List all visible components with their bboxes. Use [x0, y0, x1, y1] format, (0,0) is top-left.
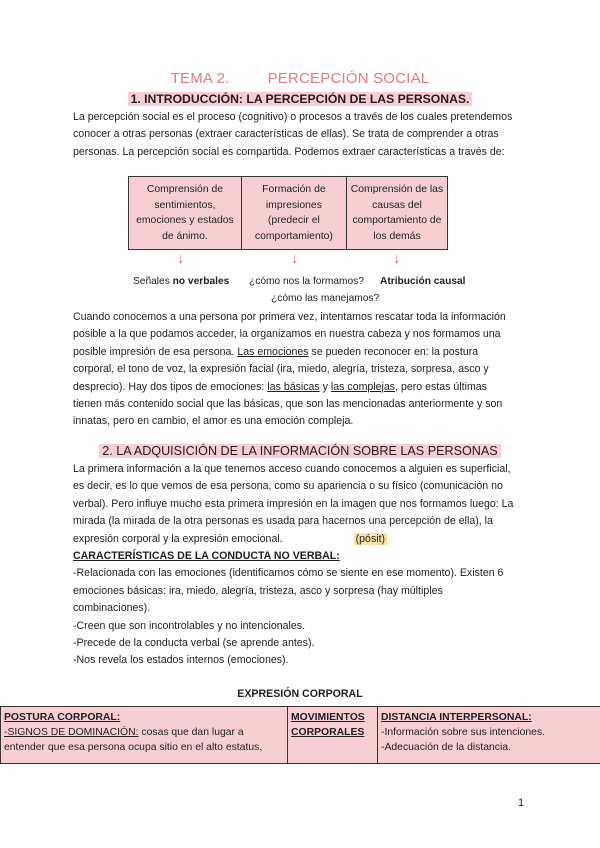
box-sentimientos: Comprensión de sentimientos, emociones y estados de ánimo. [129, 177, 242, 249]
section1-paragraph [73, 309, 533, 431]
text-line: entender que esa persona ocupa sitio en el alto estatus, [4, 742, 263, 753]
concept-boxes [128, 176, 448, 250]
page-title [0, 70, 600, 87]
cell-heading: DISTANCIA INTERPERSONAL: [381, 712, 532, 723]
text-span: expresión corporal y la expresión emocional. [73, 532, 283, 545]
text-line: es decir, es lo que vemos de esa persona, como su apariencia o su físico (comunicación no [73, 480, 503, 493]
cell-heading: POSTURA CORPORAL: [4, 712, 121, 723]
text-span: cosas que dan lugar a [138, 727, 244, 738]
text-span: desprecio). Hay dos tipos de emociones: [73, 380, 268, 393]
page-number: 1 [518, 797, 525, 809]
text-line: personas. La percepción social es compartida. Podemos extraer características a través de: [73, 145, 505, 158]
section2-heading: 2. LA ADQUISICIÓN DE LA INFORMACIÓN SOBRE LAS PERSONAS [99, 444, 500, 458]
label-no-verbales [133, 276, 229, 287]
cell-heading: MOVIMIENTOS [291, 712, 365, 723]
text-line: La primera información a la que tenemos acceso cuando conocemos a alguien es superficial, [73, 463, 511, 475]
text-span: posible impresión de esa persona. [73, 345, 238, 358]
text-line: emociones básicas: ira, miedo, alegría, tristeza, asco y sorpresa (hay múltiples [73, 584, 443, 597]
section2-heading-wrap [0, 443, 600, 459]
body-expression-table [0, 706, 600, 764]
label-bold: no verbales [172, 276, 230, 287]
text-line: innatas, pero en cambio, el amor es una emoción compleja. [73, 415, 354, 428]
posit-note: (pósit) [355, 532, 386, 545]
table-title: EXPRESIÓN CORPORAL [237, 688, 363, 700]
text-line: combinaciones). [73, 602, 151, 615]
text-line: -Creen que son incontrolables y no intencionales. [73, 619, 306, 632]
section1-heading-wrap [0, 91, 600, 107]
text-line: -Información sobre sus intenciones. [381, 727, 546, 738]
section1-heading: 1. INTRODUCCIÓN: LA PERCEPCIÓN DE LAS PERSONAS. [128, 92, 473, 106]
text-line: tienen más contenido social que las básicas, que son las mencionadas anteriormente y son [73, 398, 503, 411]
title-label: PERCEPCIÓN SOCIAL [267, 70, 430, 87]
text-line: -Nos revela los estados internos (emociones). [73, 654, 289, 667]
text-line: posible a la que podamos acceder, la organizamos en nuestra cabeza y nos formamos una [73, 328, 501, 341]
text-span: y [319, 380, 331, 393]
text-line [73, 531, 533, 548]
underlined-term: Las emociones [237, 345, 309, 358]
text-line: -Relacionada con las emociones (identificamos cómo se siente en ese momento). Existen 6 [73, 567, 504, 580]
underlined-term: -SIGNOS DE DOMINACIÓN: [4, 727, 139, 738]
label-prefix: Señales [133, 276, 173, 287]
section1-intro [73, 109, 533, 161]
text-span: se pueden reconocer en: la postura [308, 345, 479, 358]
cell-heading: CORPORALES [291, 727, 365, 738]
text-line: -Adecuación de la distancia. [381, 742, 511, 753]
text-span: , pero estas últimas [395, 380, 487, 393]
table-cell-postura [1, 707, 288, 763]
down-arrow-icon: ↓ [393, 250, 401, 267]
label-manejamos: ¿cómo las manejamos? [271, 293, 380, 304]
text-line: verbal). Pero influye mucho esta primera impresión en la imagen que nos formamos luego: La [73, 497, 514, 510]
section2-body [73, 461, 533, 670]
label-formamos: ¿cómo nos la formamos? [249, 276, 364, 287]
subheading: CARACTERÍSTICAS DE LA CONDUCTA NO VERBAL: [73, 550, 340, 563]
text-line: -Precede de la conducta verbal (se aprende antes). [73, 637, 315, 650]
table-cell-movimientos [288, 707, 378, 763]
text-line: corporal, el tono de voz, la expresión facial (ira, miedo, alegría, tristeza, sorpresa, asco y [73, 363, 489, 376]
table-cell-distancia [378, 707, 600, 763]
box-impresiones: Formación de impresiones (predecir el comportamiento) [242, 177, 347, 249]
box-causas: Comprensión de las causas del comportamiento de los demás [347, 177, 447, 249]
down-arrow-icon: ↓ [291, 250, 299, 267]
text-line [73, 379, 533, 396]
text-line: Cuando conocemos a una persona por primera vez, intentamos rescatar toda la información [73, 311, 506, 323]
tema-label: TEMA 2. [170, 70, 230, 87]
text-line: La percepción social es el proceso (cognitivo) o procesos a través de los cuales pretendemos [73, 111, 513, 123]
label-atribucion: Atribución causal [380, 276, 466, 287]
text-line: mirada (la mirada de la otra personas es usada para hacernos una percepción de ella), la [73, 515, 493, 528]
underlined-term: las complejas [330, 380, 396, 393]
text-line: conocer a otras personas (extraer características de ellas). Se trata de comprender a otras [73, 128, 499, 141]
text-line [73, 344, 533, 361]
down-arrow-icon: ↓ [177, 250, 185, 267]
underlined-term: las básicas [267, 380, 320, 393]
